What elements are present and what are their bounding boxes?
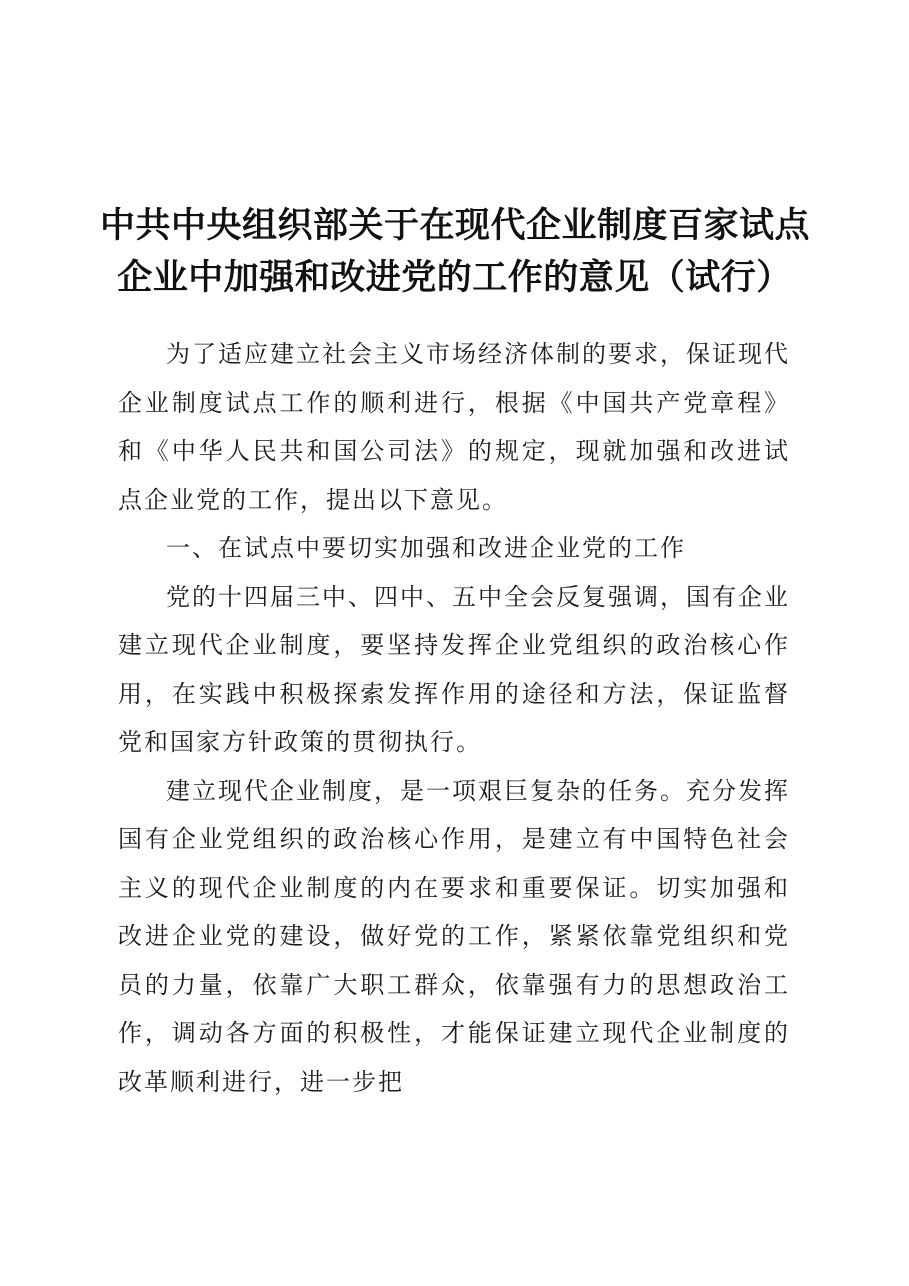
document-body xyxy=(118,330,790,1106)
paragraph-section-1-b: 建立现代企业制度，是一项艰巨复杂的任务。充分发挥国有企业党组织的政治核心作用，是建立有中国特色社会主义的现代企业制度的内在要求和重要保证。切实加强和改进企业党的建设，做好党的工作，紧紧依靠党组织和党员的力量，依靠广大职工群众，依靠强有力的思想政治工作，调动各方面的积极性，才能保证建立现代企业制度的改革顺利进行，进一步把 xyxy=(118,776,790,1096)
title-line-2: 企业中加强和改进党的工作的意见（试行） xyxy=(117,258,792,298)
document-title xyxy=(100,200,809,304)
title-line-1: 中共中央组织部关于在现代企业制度百家试点 xyxy=(100,206,811,246)
paragraph-section-1-a: 党的十四届三中、四中、五中全会反复强调，国有企业建立现代企业制度，要坚持发挥企业党组织的政治核心作用，在实践中积极探索发挥作用的途径和方法，保证监督党和国家方针政策的贯彻执行。 xyxy=(118,582,790,756)
paragraph-intro: 为了适应建立社会主义市场经济体制的要求，保证现代企业制度试点工作的顺利进行，根据《中国共产党章程》和《中华人民共和国公司法》的规定，现就加强和改进试点企业党的工作，提出以下意见。 xyxy=(118,340,790,514)
section-heading-1: 一、在试点中要切实加强和改进企业党的工作 xyxy=(166,534,686,562)
